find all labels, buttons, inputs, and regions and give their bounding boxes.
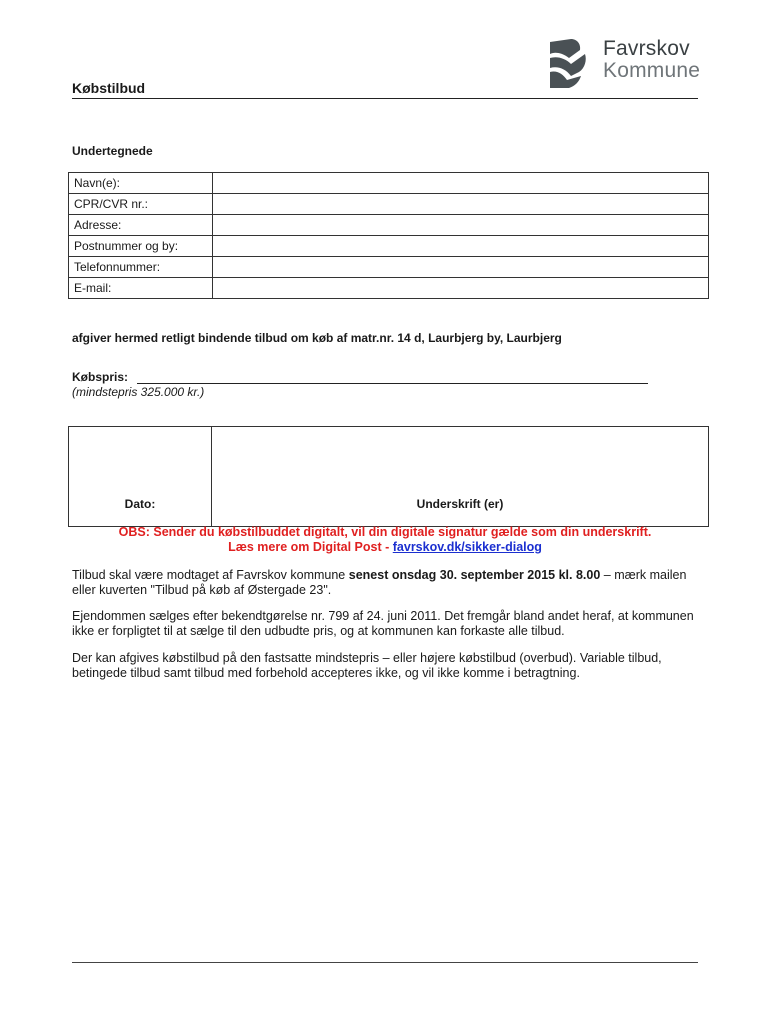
price-note: (mindstepris 325.000 kr.) [72,385,205,399]
logo-line2: Kommune [603,59,701,82]
digital-post-text: Læs mere om Digital Post - [228,540,390,554]
table-row [69,257,709,278]
email-field[interactable] [213,278,709,299]
signature-label: Underskrift (er) [416,497,504,511]
price-label: Købspris: [72,370,129,384]
table-row [69,173,709,194]
email-label: E-mail: [69,278,213,299]
name-label: Navn(e): [69,173,213,194]
price-field[interactable] [137,383,648,384]
deadline-paragraph [72,568,712,598]
digital-post-notice [0,540,770,554]
info-table [68,172,709,299]
table-row [69,236,709,257]
postal-field[interactable] [213,236,709,257]
logo-line1: Favrskov [603,37,690,60]
date-label: Dato: [124,497,156,511]
cpr-label: CPR/CVR nr.: [69,194,213,215]
page-title: Købstilbud [72,80,146,96]
footer-divider [72,962,698,963]
address-label: Adresse: [69,215,213,236]
offer-terms-paragraph: Der kan afgives købstilbud på den fastsatte mindstepris – eller højere købstilbud (overbud). Variable tilbud, betingede tilbud samt tilbud med forbehold accepteres ikke, og vil ikke komme i betragtning. [72,651,662,680]
deadline-text-b: – mærk mailen eller kuverten "Tilbud på køb af Østergade 23". [72,568,687,597]
signature-table [68,426,709,527]
address-field[interactable] [213,215,709,236]
sale-terms-paragraph: Ejendommen sælges efter bekendtgørelse nr. 799 af 24. juni 2011. Det fremgår bland andet heraf, at kommunen ikke er forpligtet til at sælge til den udbudte pris, og at kommunen kan forkaste alle tilbud. [72,609,694,638]
name-field[interactable] [213,173,709,194]
sikker-dialog-link[interactable]: favrskov.dk/sikker-dialog [392,540,542,554]
offer-text: afgiver hermed retligt bindende tilbud om køb af matr.nr. 14 d, Laurbjerg by, Laurbjerg [72,331,562,345]
logo-text [603,38,700,82]
deadline-text-a: Tilbud skal være modtaget af Favrskov kommune [72,568,346,582]
obs-notice: OBS: Sender du købstilbuddet digitalt, vil din digitale signatur gælde som din underskrift. [118,525,652,539]
table-row [69,278,709,299]
table-row [69,194,709,215]
date-field[interactable] [69,427,212,527]
phone-label: Telefonnummer: [69,257,213,278]
cpr-field[interactable] [213,194,709,215]
deadline-date: senest onsdag 30. september 2015 kl. 8.00 [348,568,601,582]
table-row [69,427,709,527]
title-divider [72,98,698,99]
signature-field[interactable] [212,427,709,527]
table-row [69,215,709,236]
undertegnede-heading: Undertegnede [72,144,153,158]
phone-field[interactable] [213,257,709,278]
postal-label: Postnummer og by: [69,236,213,257]
